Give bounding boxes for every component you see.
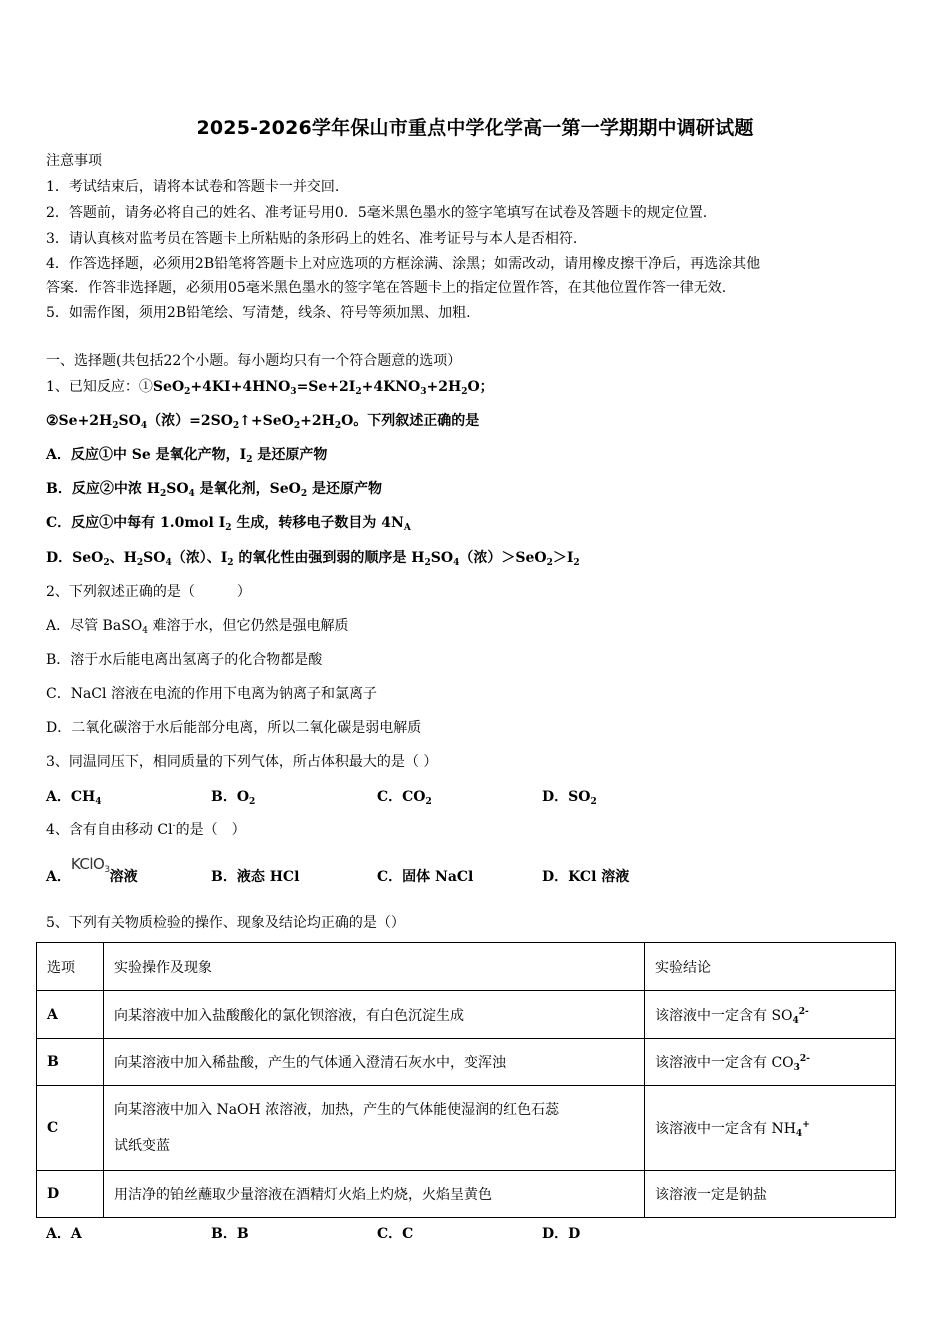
conclusion-cell: 该溶液中一定含有 $SO_4^{2-}$ (645, 991, 896, 1039)
q1-option-b[interactable]: B．反应②中浓 $H_2SO_4$ 是氧化剂，SeO$_2$ 是还原产物 (46, 481, 383, 499)
table-header-cell: 选项 (37, 943, 104, 991)
question-4-stem: 4、含有自由移动 Cl-的是（ ） (46, 821, 246, 838)
q2-option-b[interactable]: B．溶于水后能电离出氢离子的化合物都是酸 (46, 652, 323, 668)
question-3-stem: 3、同温同压下，相同质量的下列气体，所占体积最大的是（ ） (46, 754, 438, 770)
question-text: 已知反应：① (68, 379, 153, 395)
reaction-1: $SeO_2+4KI+4HNO_3=Se+2I_2+4KNO_3+2H_2O$； (152, 379, 494, 397)
operation-cell: 向某溶液中加入 NaOH 浓溶液，加热，产生的气体能使湿润的红色石蕊 试纸变蓝 (104, 1086, 645, 1171)
notice-item: 2．答题前，请务必将自己的姓名、准考证号用0．5毫米黑色墨水的签字笔填写在试卷及答题卡的规定位置. (46, 205, 708, 221)
notice-item: 答案．作答非选择题，必须用05毫米黑色墨水的签字笔在答题卡上的指定位置作答，在其他位置作答一律无效. (46, 280, 727, 296)
q3-option-c[interactable]: C．$CO_2$ (377, 789, 432, 807)
q5-option-d[interactable]: D．D (542, 1226, 581, 1242)
kclo3-formula-image: KClO$_3$ (70, 855, 110, 875)
q5-option-a[interactable]: A．A (46, 1226, 82, 1242)
operation-cell: 向某溶液中加入盐酸酸化的氯化钡溶液，有白色沉淀生成 (104, 991, 645, 1039)
table-row (37, 1086, 896, 1171)
q4-option-c[interactable]: C．固体 NaCl (377, 869, 474, 885)
conclusion-cell: 该溶液中一定含有 $NH_4^+$ (645, 1086, 896, 1171)
question-2-stem: 2、下列叙述正确的是（ ） (46, 584, 251, 600)
operation-cell: 用洁净的铂丝蘸取少量溶液在酒精灯火焰上灼烧，火焰呈黄色 (104, 1171, 645, 1218)
q1-option-d[interactable]: D．SeO$_2$、$H_2SO_4$（浓）、$I_2$ 的氧化性由强到弱的顺序是 $H_2SO_4$（浓）$>SeO_2>I_2$ (46, 550, 580, 568)
q4-option-a[interactable]: A．KClO$_3$溶液 (46, 855, 138, 885)
notice-item: 3．请认真核对监考员在答题卡上所粘贴的条形码上的姓名、准考证号与本人是否相符. (46, 231, 578, 247)
question-5-stem: 5、下列有关物质检验的操作、现象及结论均正确的是（） (46, 915, 405, 931)
table-header-cell: 实验结论 (645, 943, 896, 991)
q4-option-d[interactable]: D．KCl 溶液 (542, 869, 630, 885)
table-row (37, 1039, 896, 1086)
option-cell: B (37, 1039, 104, 1086)
reaction-2: $②Se+2H_2SO_4$（浓）$=2SO_2↑+SeO_2+2H_2O$。下列叙述正确的是 (46, 413, 480, 431)
notice-item: 5．如需作图，须用2B铅笔绘、写清楚，线条、符号等须加黑、加粗. (46, 305, 471, 321)
question-1-stem (46, 376, 494, 396)
q3-option-d[interactable]: D．$SO_2$ (542, 789, 597, 807)
q3-option-a[interactable]: A．$CH_4$ (46, 789, 102, 807)
page-title: 2025-2026学年保山市重点中学化学高一第一学期期中调研试题 (196, 117, 754, 139)
table-header-cell: 实验操作及现象 (104, 943, 645, 991)
q2-option-c[interactable]: C．NaCl 溶液在电流的作用下电离为钠离子和氯离子 (46, 686, 377, 702)
question-number: 1、 (46, 379, 69, 395)
q5-table (36, 942, 896, 1218)
table-header-row (37, 943, 896, 991)
operation-cell: 向某溶液中加入稀盐酸，产生的气体通入澄清石灰水中，变浑浊 (104, 1039, 645, 1086)
q2-option-d[interactable]: D．二氧化碳溶于水后能部分电离，所以二氧化碳是弱电解质 (46, 720, 422, 736)
option-cell: D (37, 1171, 104, 1218)
q4-option-b[interactable]: B．液态 HCl (211, 869, 300, 885)
table-row (37, 991, 896, 1039)
notice-item: 4．作答选择题，必须用2B铅笔将答题卡上对应选项的方框涂满、涂黑；如需改动，请用橡皮擦干净后，再选涂其他 (46, 256, 761, 272)
notice-heading: 注意事项 (46, 153, 102, 169)
option-cell: A (37, 991, 104, 1039)
q3-option-b[interactable]: B．$O_2$ (211, 789, 256, 807)
conclusion-cell: 该溶液中一定含有 $CO_3^{2-}$ (645, 1039, 896, 1086)
section-heading: 一、选择题(共包括22个小题。每小题均只有一个符合题意的选项） (46, 353, 462, 369)
notice-item: 1．考试结束后，请将本试卷和答题卡一并交回. (46, 179, 340, 195)
option-cell: C (37, 1086, 104, 1171)
q2-option-a[interactable]: A．尽管 BaSO$_4$ 难溶于水，但它仍然是强电解质 (46, 618, 349, 636)
conclusion-cell: 该溶液一定是钠盐 (645, 1171, 896, 1218)
q1-option-c[interactable]: C．反应①中每有 1.0mol $I_2$ 生成，转移电子数目为 $4N_A$ (46, 515, 411, 533)
q5-option-b[interactable]: B．B (211, 1226, 249, 1242)
q5-option-c[interactable]: C．C (377, 1226, 414, 1242)
table-row (37, 1171, 896, 1218)
q1-option-a[interactable]: A．反应①中 Se 是氧化产物，$I_2$ 是还原产物 (46, 447, 328, 465)
